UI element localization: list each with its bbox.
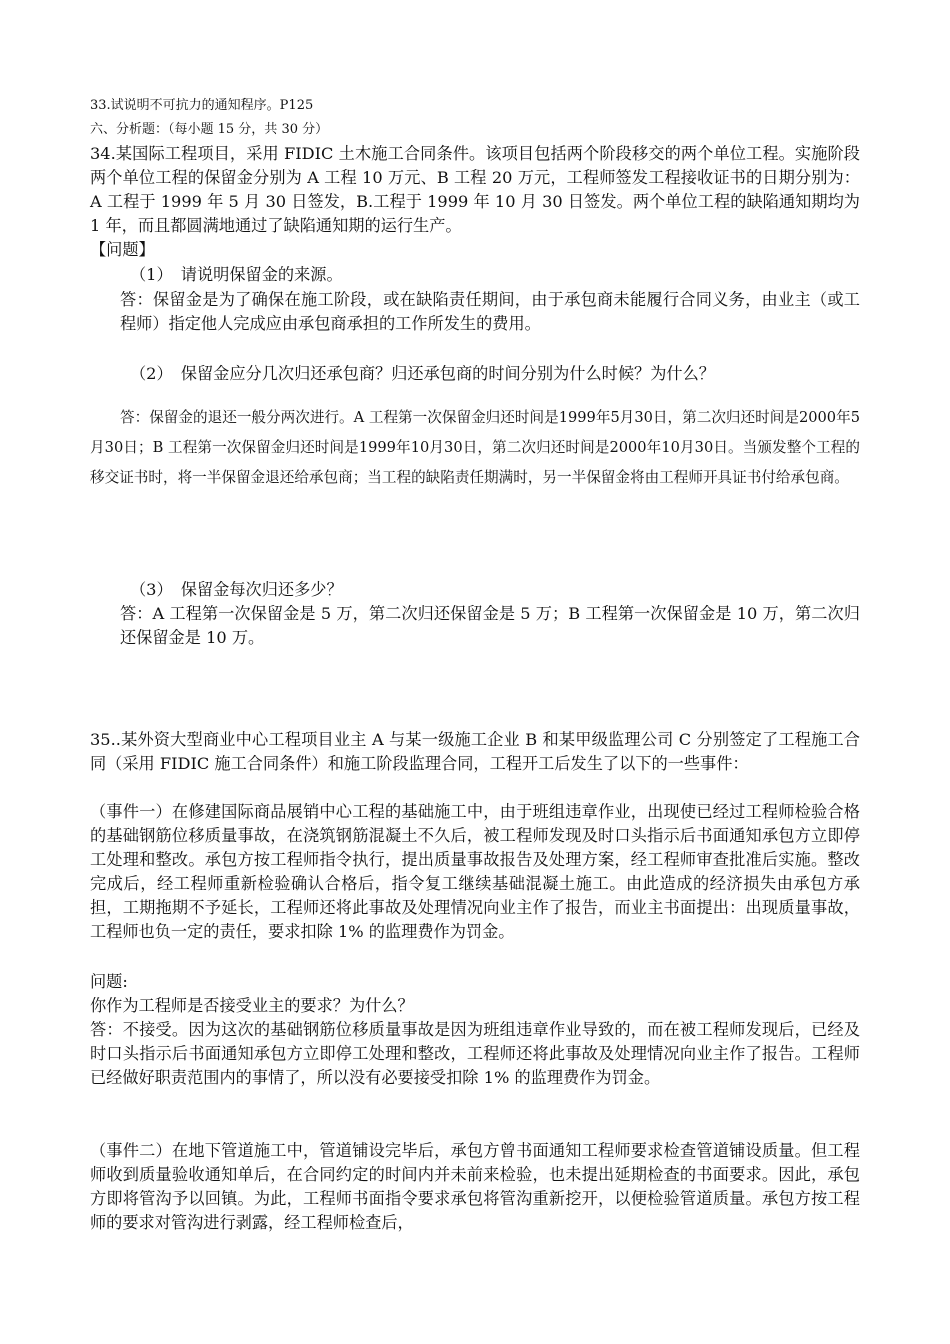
q34-sub1-question: （1） 请说明保留金的来源。 — [130, 265, 343, 284]
q34-stem: 34.某国际工程项目，采用 FIDIC 土木施工合同条件。该项目包括两个阶段移交的两个单位工程。实施阶段两个单位工程的保留金分别为 A 工程 10 万元、B 工程 20 万元，工程师签发工程接收证书的日期分别为：A 工程于 1999 年 5 月 30 日签发，B.工程于 1999 年 10 月 30 日签发。两个单位工程的缺陷通知期均为 1 年，而且都圆满地通过了缺陷通知期的运行生产。 — [90, 144, 860, 235]
q34-sub2-answer: 答：保留金的退还一般分两次进行。A 工程第一次保留金归还时间是1999年5月30日，第二次归还时间是2000年5月30日；B 工程第一次保留金归还时间是1999年10月30日，第二次归还时间是2000年10月30日。当颁发整个工程的移交证书时，将一半保留金退还给承包商；当工程的缺陷责任期满时，另一半保留金将由工程师开具证书付给承包商。 — [90, 409, 860, 486]
section-heading: 六、分析题：（每小题 15 分，共 30 分） — [90, 122, 329, 137]
q35-event1: （事件一）在修建国际商品展销中心工程的基础施工中，由于班组违章作业，出现使已经过工程师检验合格的基础钢筋位移质量事故，在浇筑钢筋混凝土不久后，被工程师发现及时口头指示后书面通知承包方立即停工处理和整改。承包方按工程师指令执行，提出质量事故报告及处理方案，经工程师审查批准后实施。整改完成后，经工程师重新检验确认合格后，指令复工继续基础混凝土施工。由此造成的经济损失由承包方承担，工期拖期不予延长，工程师还将此事故及处理情况向业主作了报告，而业主书面提出：出现质量事故，工程师也负一定的责任，要求扣除 1% 的监理费作为罚金。 — [90, 802, 860, 941]
q35-question-label: 问题: — [90, 972, 128, 991]
q35-question: 你作为工程师是否接受业主的要求？为什么？ — [90, 996, 414, 1015]
q35-answer: 答：不接受。因为这次的基础钢筋位移质量事故是因为班组违章作业导致的，而在被工程师发现后，已经及时口头指示后书面通知承包方立即停工处理和整改，工程师还将此事故及处理情况向业主作了报告。工程师已经做好职责范围内的事情了，所以没有必要接受扣除 1% 的监理费作为罚金。 — [90, 1020, 860, 1087]
q33-line: 33.试说明不可抗力的通知程序。P125 — [90, 98, 314, 113]
q34-sub3-question: （3） 保留金每次归还多少？ — [130, 580, 343, 599]
q34-sub3-answer: 答：A 工程第一次保留金是 5 万，第二次归还保留金是 5 万；B 工程第一次保留金是 10 万，第二次归还保留金是 10 万。 — [120, 604, 860, 647]
q34-sub2-question: （2） 保留金应分几次归还承包商？归还承包商的时间分别为什么时候？为什么？ — [130, 364, 715, 383]
q35-stem: 35..某外资大型商业中心工程项目业主 A 与某一级施工企业 B 和某甲级监理公司 C 分别签定了工程施工合同（采用 FIDIC 施工合同条件）和施工阶段监理合同，工程开工后发生了以下的一些事件： — [90, 730, 860, 773]
q35-event2: （事件二）在地下管道施工中，管道铺设完毕后，承包方曾书面通知工程师要求检查管道铺设质量。但工程师收到质量验收通知单后，在合同约定的时间内并未前来检验，也未提出延期检查的书面要求。因此，承包方即将管沟予以回镇。为此，工程师书面指令要求承包将管沟重新挖开，以便检验管道质量。承包方按工程师的要求对管沟进行剥露，经工程师检查后， — [90, 1141, 860, 1232]
q34-questions-label: 【问题】 — [90, 240, 155, 259]
q34-sub1-answer: 答：保留金是为了确保在施工阶段，或在缺陷责任期间，由于承包商未能履行合同义务，由业主（或工程师）指定他人完成应由承包商承担的工作所发生的费用。 — [120, 290, 860, 333]
